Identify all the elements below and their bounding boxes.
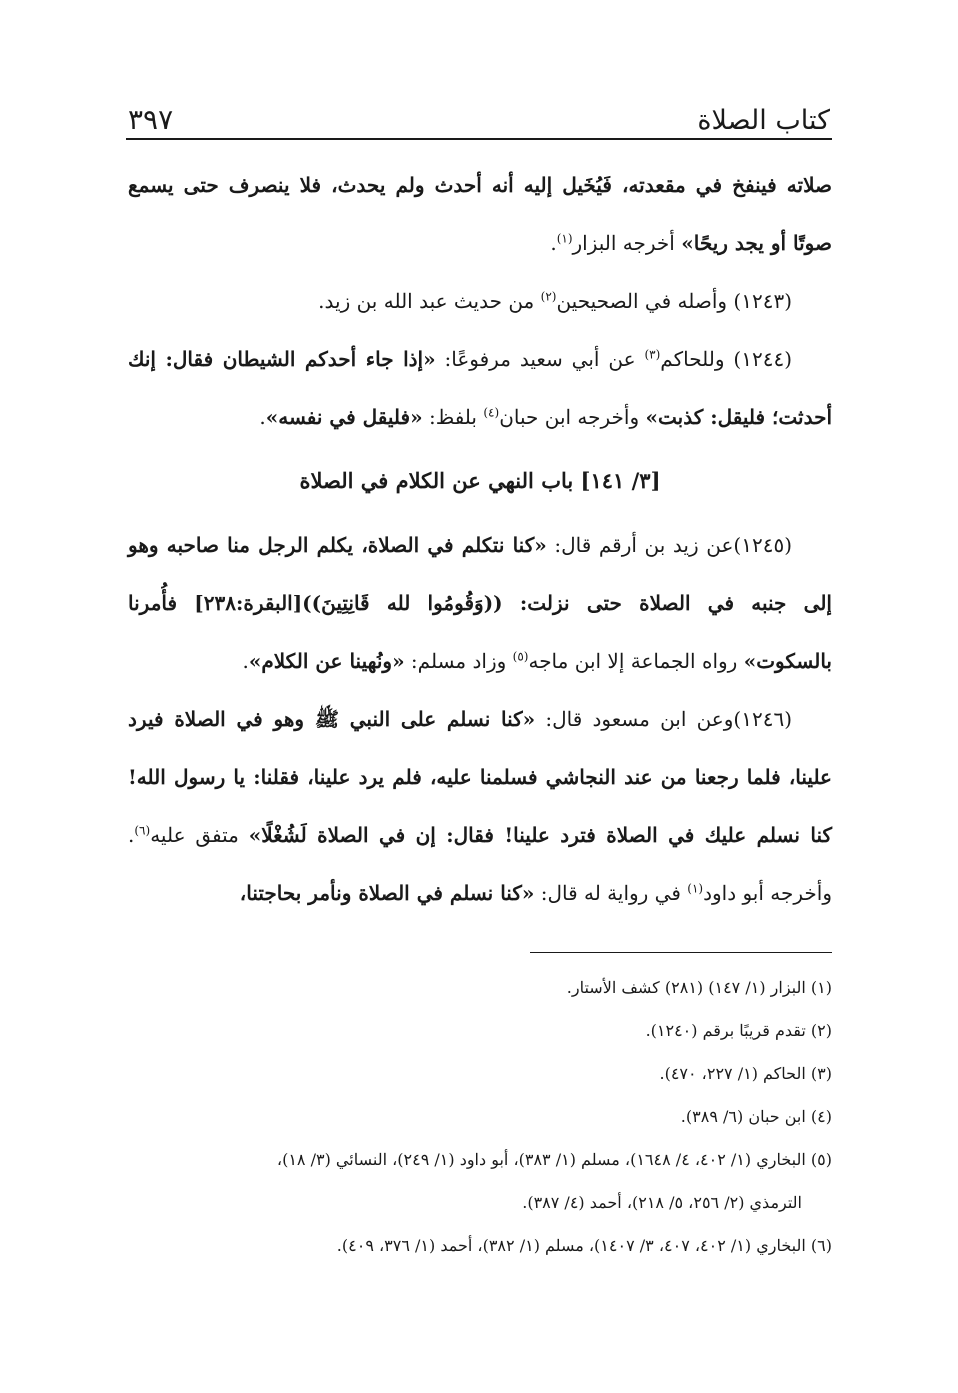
running-title: كتاب الصلاة (697, 105, 830, 136)
hadith-quote: «كنا نسلم على النبي ﷺ وهو في الصلاة فيرد علينا، فلما رجعنا من عند النجاشي فسلمنا عليه، فلم يرد علينا، فقلنا: يا رسول الله! كنا نسلم عليك في الصلاة فترد علينا! فقال: إن في الصلاة لَشُغْلًا» (128, 707, 832, 847)
hadith-quote: صلاته فينفخ في مقعدته، فَيُخَيل إليه أنه أحدث ولم يحدث، فلا ينصرف حتى يسمع صوتًا أو يجد ريحًا» (128, 173, 832, 255)
header-rule (126, 138, 832, 140)
text: عن زيد بن أرقم قال: (546, 533, 734, 557)
text: بلفظ: (422, 405, 484, 429)
hadith-number: (١٢٤٤) (733, 347, 792, 371)
footnote-5-line-2: الترمذي (٢/ ٢٥٦، ٥/ ٢١٨)، أحمد (٤/ ٣٨٧). (522, 1193, 802, 1212)
text: وعن ابن مسعود قال: (535, 707, 734, 731)
text: وأصله في الصحيحين (556, 289, 734, 313)
hadith-quote: «ونُهينا عن الكلام» (248, 649, 405, 673)
page-header (128, 88, 830, 136)
hadith-number: (١٢٤٣) (733, 289, 792, 313)
text: في رواية له قال: (534, 881, 688, 905)
paragraph-1243 (128, 272, 832, 330)
footnote-2: (٢) تقدم قريبًا برقم (١٢٤٠). (645, 1021, 832, 1040)
chapter-heading: [٣/ ١٤١] باب النهي عن الكلام في الصلاة (299, 468, 661, 493)
footnote-ref[interactable]: (٦) (134, 823, 151, 838)
footnote-ref[interactable]: (٣) (644, 347, 661, 362)
footnote-5-continuation (120, 1181, 832, 1224)
footnote-ref[interactable]: (١) (556, 231, 573, 246)
paragraph-1244 (128, 330, 832, 446)
hadith-quote: «كنا نتكلم في الصلاة، يكلم الرجل منا صاحبه وهو إلى جنبه في الصلاة حتى نزلت: ((وَقُومُوا لله قَانِتِينَ))[البقرة:٢٣٨] فأُمرنا بالسكوت» (128, 533, 832, 673)
footnote-5: (٥) البخاري (١/ ٤٠٢، ٤/ ١٦٤٨)، مسلم (١/ ٣٨٣)، أبو داود (١/ ٢٤٩)، النسائي (٣/ ١٨)، (276, 1150, 832, 1169)
text: عن أبي سعيد مرفوعًا: (435, 347, 645, 371)
footnote-ref[interactable]: (٥) (512, 649, 529, 664)
source-text: أخرجه البزار (572, 231, 682, 255)
text: وللحاكم (660, 347, 734, 371)
footnote-ref[interactable]: (١) (687, 881, 704, 896)
hadith-quote: «فليقل في نفسه» (265, 405, 423, 429)
footnote-1: (١) البزار (١/ ١٤٧) (٢٨١) كشف الأستار. (566, 978, 832, 997)
footnote-3: (٣) الحاكم (١/ ٢٢٧، ٤٧٠). (659, 1064, 832, 1083)
punctuation: . (242, 649, 249, 673)
text: وزاد مسلم: (404, 649, 513, 673)
hadith-quote: «كنا نسلم في الصلاة ونأمر بحاجتنا، (239, 881, 535, 905)
paragraph-continuation (128, 156, 832, 272)
paragraph-1246 (128, 690, 832, 922)
footnote-ref[interactable]: (٢) (540, 289, 557, 304)
footnote-6: (٦) البخاري (١/ ٤٠٢، ٤٠٧، ٣/ ١٤٠٧)، مسلم (١/ ٣٨٢)، أحمد (١/ ٣٧٦، ٤٠٩). (336, 1236, 832, 1255)
footnote-ref[interactable]: (٤) (483, 405, 500, 420)
hadith-number: (١٢٤٦) (733, 707, 792, 731)
text: . وأخرجه أبو داود (128, 823, 832, 905)
page-number: ٣٩٧ (128, 103, 174, 136)
footnote-4: (٤) ابن حبان (٦/ ٣٨٩). (680, 1107, 832, 1126)
text: متفق عليه (150, 823, 249, 847)
punctuation: . (259, 405, 266, 429)
main-text (128, 156, 832, 922)
hadith-number: (١٢٤٥) (733, 533, 793, 557)
paragraph-1245 (128, 516, 832, 690)
text: رواه الجماعة إلا ابن ماجه (528, 649, 744, 673)
text: من حديث عبد الله بن زيد. (318, 289, 541, 313)
footnote-rule (530, 952, 832, 953)
punctuation: . (550, 231, 557, 255)
footnotes (120, 966, 832, 1267)
text: وأخرجه ابن حبان (499, 405, 646, 429)
hadith-quote: «إذا جاء أحدكم الشيطان فقال: إنك أحدثت؛ فليقل: كذبت» (128, 347, 832, 429)
